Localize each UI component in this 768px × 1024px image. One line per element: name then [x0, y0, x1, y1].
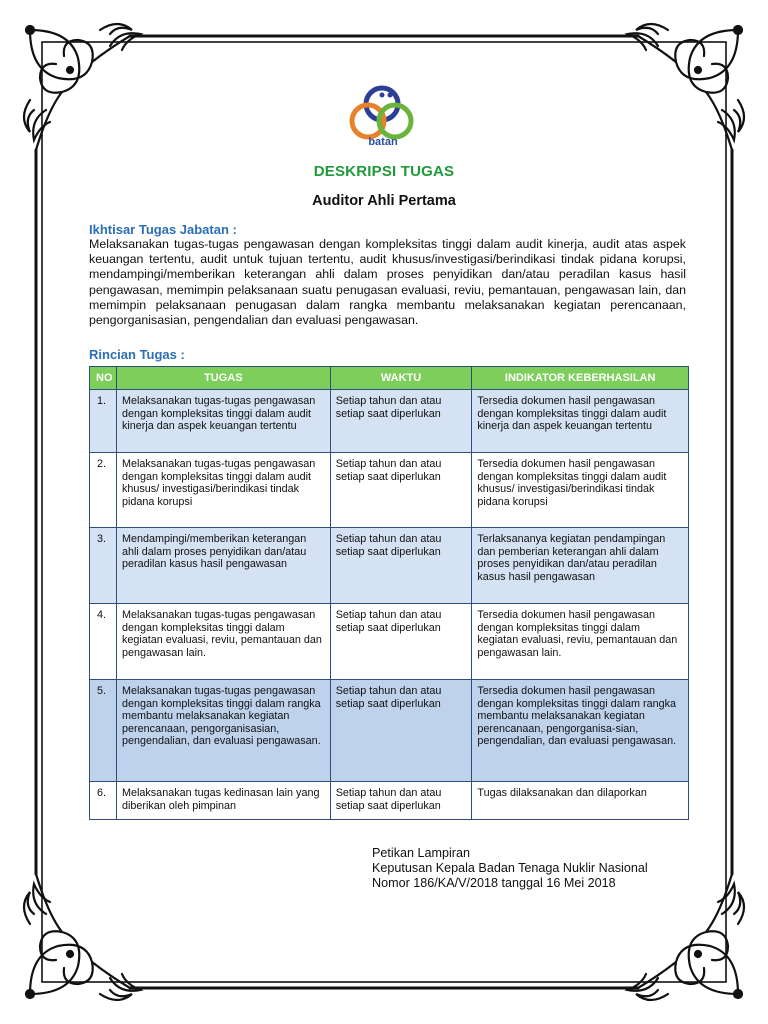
row-indikator: Tersedia dokumen hasil pengawasan dengan kompleksitas tinggi dalam kegiatan evaluasi, reviu, pemantauan dan pengawasan lain. — [472, 604, 689, 680]
footer-line-1: Petikan Lampiran — [372, 846, 471, 860]
row-indikator: Tersedia dokumen hasil pengawasan dengan kompleksitas tinggi dalam audit khusus/ investigasi/berindikasi tindak pidana korupsi — [472, 453, 689, 528]
row-number: 1. — [90, 390, 117, 453]
column-header-tugas: TUGAS — [116, 367, 330, 390]
row-indikator: Tersedia dokumen hasil pengawasan dengan kompleksitas tinggi dalam rangka membantu melaksanakan kegiatan perencanaan, pengorganisa-sian, pengendalian, dan evaluasi pengawasan. — [472, 680, 689, 782]
table-row — [90, 782, 689, 820]
row-tugas: Melaksanakan tugas-tugas pengawasan dengan kompleksitas tinggi dalam audit khusus/ investigasi/berindikasi tindak pidana korupsi — [116, 453, 330, 528]
row-number: 2. — [90, 453, 117, 528]
decree-reference — [372, 846, 648, 892]
column-header-no: NO — [90, 367, 117, 390]
column-header-indikator: INDIKATOR KEBERHASILAN — [472, 367, 689, 390]
summary-text: Melaksanakan tugas-tugas pengawasan dengan kompleksitas tinggi dalam audit kinerja, audit atas aspek keuangan tertentu, audit untuk tujuan tertentu, audit khusus/investigasi/berindikasi tindak pidana korupsi, mendampingi/memberikan keterangan ahli dalam proses penyidikan dan/atau peradilan kasus hasil pengawasan, memimpin pelaksanaan suatu penugasan evaluasi, reviu, pemantauan, pengawasan lain, dan memimpin pelaksanaan penugasan dalam rangka membantu melaksanakan kegiatan perencanaan, pengorganisasian, pengendalian dan evaluasi pengawasan. — [89, 237, 686, 328]
row-indikator: Tugas dilaksanakan dan dilaporkan — [472, 782, 689, 820]
row-number: 3. — [90, 528, 117, 604]
table-row — [90, 528, 689, 604]
row-waktu: Setiap tahun dan atau setiap saat diperlukan — [330, 680, 472, 782]
row-tugas: Melaksanakan tugas kedinasan lain yang diberikan oleh pimpinan — [116, 782, 330, 820]
row-tugas: Melaksanakan tugas-tugas pengawasan dengan kompleksitas tinggi dalam audit kinerja dan aspek keuangan tertentu — [116, 390, 330, 453]
document-title: DESKRIPSI TUGAS — [313, 163, 455, 180]
row-waktu: Setiap tahun dan atau setiap saat diperlukan — [330, 453, 472, 528]
table-row — [90, 453, 689, 528]
row-number: 6. — [90, 782, 117, 820]
position-title: Auditor Ahli Pertama — [312, 193, 456, 209]
row-tugas: Melaksanakan tugas-tugas pengawasan dengan kompleksitas tinggi dalam rangka membantu melaksanakan kegiatan perencanaan, pengorganisasian, pengendalian, dan evaluasi pengawasan. — [116, 680, 330, 782]
row-indikator: Terlaksananya kegiatan pendampingan dan pemberian keterangan ahli dalam proses penyidikan dan/atau peradilan kasus hasil pengawasan — [472, 528, 689, 604]
logo-text: batan — [368, 136, 398, 148]
table-header-row — [90, 367, 689, 390]
row-number: 4. — [90, 604, 117, 680]
table-row — [90, 680, 689, 782]
row-waktu: Setiap tahun dan atau setiap saat diperlukan — [330, 604, 472, 680]
footer-line-3: Nomor 186/KA/V/2018 tanggal 16 Mei 2018 — [372, 876, 616, 891]
row-number: 5. — [90, 680, 117, 782]
footer-line-2: Keputusan Kepala Badan Tenaga Nuklir Nasional — [372, 861, 648, 876]
row-waktu: Setiap tahun dan atau setiap saat diperlukan — [330, 782, 472, 820]
table-row — [90, 390, 689, 453]
row-waktu: Setiap tahun dan atau setiap saat diperlukan — [330, 528, 472, 604]
table-row — [90, 604, 689, 680]
task-table — [89, 366, 689, 820]
row-indikator: Tersedia dokumen hasil pengawasan dengan kompleksitas tinggi dalam audit kinerja dan aspek keuangan tertentu — [472, 390, 689, 453]
column-header-waktu: WAKTU — [330, 367, 472, 390]
summary-heading: Ikhtisar Tugas Jabatan : — [89, 222, 237, 237]
row-tugas: Melaksanakan tugas-tugas pengawasan dengan kompleksitas tinggi dalam kegiatan evaluasi, reviu, pemantauan dan pengawasan lain. — [116, 604, 330, 680]
row-tugas: Mendampingi/memberikan keterangan ahli dalam proses penyidikan dan/atau peradilan kasus hasil pengawasan — [116, 528, 330, 604]
row-waktu: Setiap tahun dan atau setiap saat diperlukan — [330, 390, 472, 453]
details-heading: Rincian Tugas : — [89, 347, 185, 362]
